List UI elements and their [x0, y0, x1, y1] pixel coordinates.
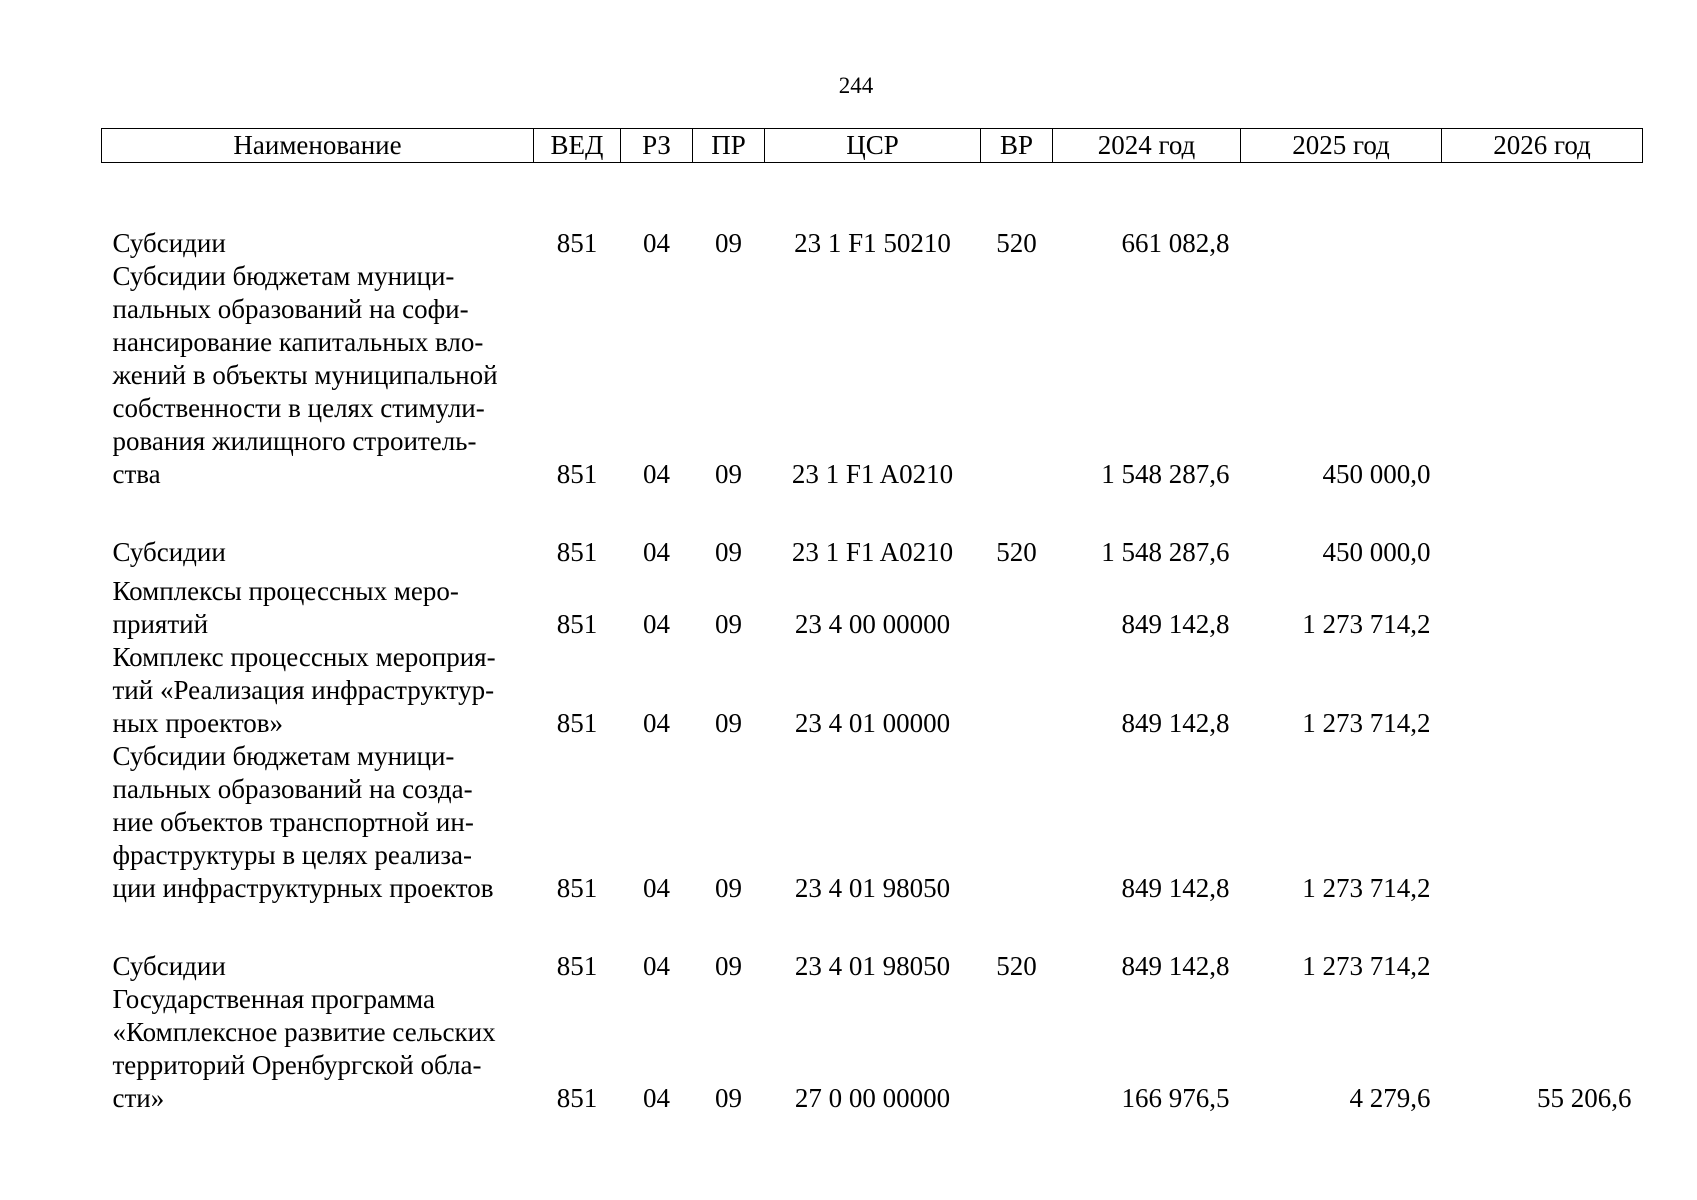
- value-2026-cell: [1442, 740, 1643, 905]
- vr-cell: [981, 260, 1053, 491]
- value-2026-cell: [1442, 260, 1643, 491]
- header-pr: ПР: [693, 129, 765, 163]
- name-cell: [102, 260, 534, 491]
- name-line: ства: [112, 458, 161, 489]
- pr-cell: 09: [715, 227, 742, 258]
- csr-cell: 23 4 00 00000: [794, 608, 951, 639]
- ved-cell: 851: [556, 950, 598, 981]
- name-line: Комплекс процессных мероприя-: [112, 641, 496, 672]
- rz-cell: 04: [643, 536, 670, 567]
- ved-cell: 851: [556, 536, 598, 567]
- value-2024-cell: 1 548 287,6: [1101, 536, 1230, 567]
- rz-cell: 04: [643, 227, 670, 258]
- csr-cell: 27 0 00 00000: [794, 1082, 951, 1113]
- name-cell: [102, 569, 534, 641]
- csr-cell: 23 1 F1 A0210: [791, 536, 954, 567]
- name-line: Субсидии: [112, 950, 226, 981]
- name-line: территорий Оренбургской обла-: [112, 1049, 482, 1080]
- name-line: Государственная программа: [112, 983, 435, 1014]
- header-vr: ВР: [981, 129, 1053, 163]
- table-header-row: [102, 129, 1643, 163]
- value-2024-cell: 661 082,8: [1121, 227, 1230, 258]
- pr-cell: 09: [715, 458, 742, 489]
- rz-cell: 04: [643, 1082, 670, 1113]
- name-line: ных проектов»: [112, 707, 284, 738]
- name-line: ции инфраструктурных проектов: [112, 872, 494, 903]
- name-line: сти»: [112, 1082, 165, 1113]
- pr-cell: 09: [715, 1082, 742, 1113]
- name-line: Субсидии: [112, 227, 226, 258]
- value-2024-cell: 849 142,8: [1121, 950, 1230, 981]
- header-2025: 2025 год: [1241, 129, 1442, 163]
- csr-cell: 23 1 F1 A0210: [791, 458, 954, 489]
- name-cell: [102, 905, 534, 983]
- name-cell: [102, 983, 534, 1115]
- pr-cell: 09: [715, 707, 742, 738]
- value-2026-cell: [1442, 163, 1643, 260]
- vr-cell: [981, 569, 1053, 641]
- table-row: [102, 740, 1643, 905]
- name-line: Субсидии: [112, 536, 226, 567]
- value-2025-cell: 450 000,0: [1322, 458, 1431, 489]
- pr-cell: 09: [715, 608, 742, 639]
- vr-cell: 520: [996, 950, 1037, 981]
- rz-cell: 04: [643, 608, 670, 639]
- value-2026-cell: [1442, 491, 1643, 569]
- csr-cell: 23 1 F1 50210: [794, 227, 951, 258]
- name-line: Субсидии бюджетам муници-: [112, 740, 455, 771]
- name-line: жений в объекты муниципальной: [112, 359, 498, 390]
- ved-cell: 851: [556, 227, 598, 258]
- table-row: [102, 163, 1643, 260]
- budget-table: [101, 128, 1643, 1115]
- table-row: [102, 569, 1643, 641]
- name-line: пальных образований на созда-: [112, 773, 473, 804]
- vr-cell: 520: [996, 536, 1037, 567]
- value-2025-cell: [1241, 163, 1442, 260]
- name-cell: [102, 491, 534, 569]
- value-2025-cell: 1 273 714,2: [1302, 707, 1431, 738]
- pr-cell: 09: [715, 872, 742, 903]
- name-line: собственности в целях стимули-: [112, 392, 485, 423]
- name-line: приятий: [112, 608, 209, 639]
- value-2026-cell: [1442, 569, 1643, 641]
- name-cell: [102, 740, 534, 905]
- name-cell: [102, 641, 534, 740]
- value-2024-cell: 849 142,8: [1121, 608, 1230, 639]
- ved-cell: 851: [556, 707, 598, 738]
- name-line: пальных образований на софи-: [112, 293, 469, 324]
- value-2026-cell: [1442, 905, 1643, 983]
- name-cell: [102, 163, 534, 260]
- header-csr: ЦСР: [765, 129, 981, 163]
- name-line: «Комплексное развитие сельских: [112, 1016, 496, 1047]
- value-2024-cell: 849 142,8: [1121, 707, 1230, 738]
- value-2025-cell: 1 273 714,2: [1302, 872, 1431, 903]
- rz-cell: 04: [643, 872, 670, 903]
- csr-cell: 23 4 01 98050: [794, 950, 951, 981]
- value-2025-cell: 1 273 714,2: [1302, 608, 1431, 639]
- vr-cell: [981, 641, 1053, 740]
- value-2025-cell: 450 000,0: [1322, 536, 1431, 567]
- value-2024-cell: 166 976,5: [1121, 1082, 1230, 1113]
- table-row: [102, 983, 1643, 1115]
- name-line: фраструктуры в целях реализа-: [112, 839, 473, 870]
- ved-cell: 851: [556, 872, 598, 903]
- ved-cell: 851: [556, 458, 598, 489]
- name-line: Комплексы процессных меро-: [112, 575, 459, 606]
- table-body: [102, 163, 1643, 1115]
- rz-cell: 04: [643, 707, 670, 738]
- csr-cell: 23 4 01 98050: [794, 872, 951, 903]
- rz-cell: 04: [643, 950, 670, 981]
- name-line: Субсидии бюджетам муници-: [112, 260, 455, 291]
- table-row: [102, 260, 1643, 491]
- pr-cell: 09: [715, 950, 742, 981]
- name-line: ние объектов транспортной ин-: [112, 806, 474, 837]
- pr-cell: 09: [715, 536, 742, 567]
- vr-cell: [981, 983, 1053, 1115]
- header-2024: 2024 год: [1053, 129, 1241, 163]
- ved-cell: 851: [556, 1082, 598, 1113]
- table-row: [102, 491, 1643, 569]
- name-line: рования жилищного строитель-: [112, 425, 477, 456]
- header-rz: РЗ: [621, 129, 693, 163]
- ved-cell: 851: [556, 608, 598, 639]
- header-ved: ВЕД: [534, 129, 621, 163]
- page-number: 244: [838, 73, 874, 98]
- name-line: тий «Реализация инфраструктур-: [112, 674, 495, 705]
- value-2024-cell: 1 548 287,6: [1101, 458, 1230, 489]
- header-name: Наименование: [102, 129, 534, 163]
- value-2025-cell: 4 279,6: [1349, 1082, 1431, 1113]
- value-2026-cell: [1442, 641, 1643, 740]
- vr-cell: [981, 740, 1053, 905]
- rz-cell: 04: [643, 458, 670, 489]
- value-2024-cell: 849 142,8: [1121, 872, 1230, 903]
- vr-cell: 520: [996, 227, 1037, 258]
- name-line: нансирование капитальных вло-: [112, 326, 484, 357]
- header-2026: 2026 год: [1442, 129, 1643, 163]
- table-row: [102, 641, 1643, 740]
- value-2026-cell: 55 206,6: [1537, 1082, 1632, 1113]
- value-2025-cell: 1 273 714,2: [1302, 950, 1431, 981]
- csr-cell: 23 4 01 00000: [794, 707, 951, 738]
- table-row: [102, 905, 1643, 983]
